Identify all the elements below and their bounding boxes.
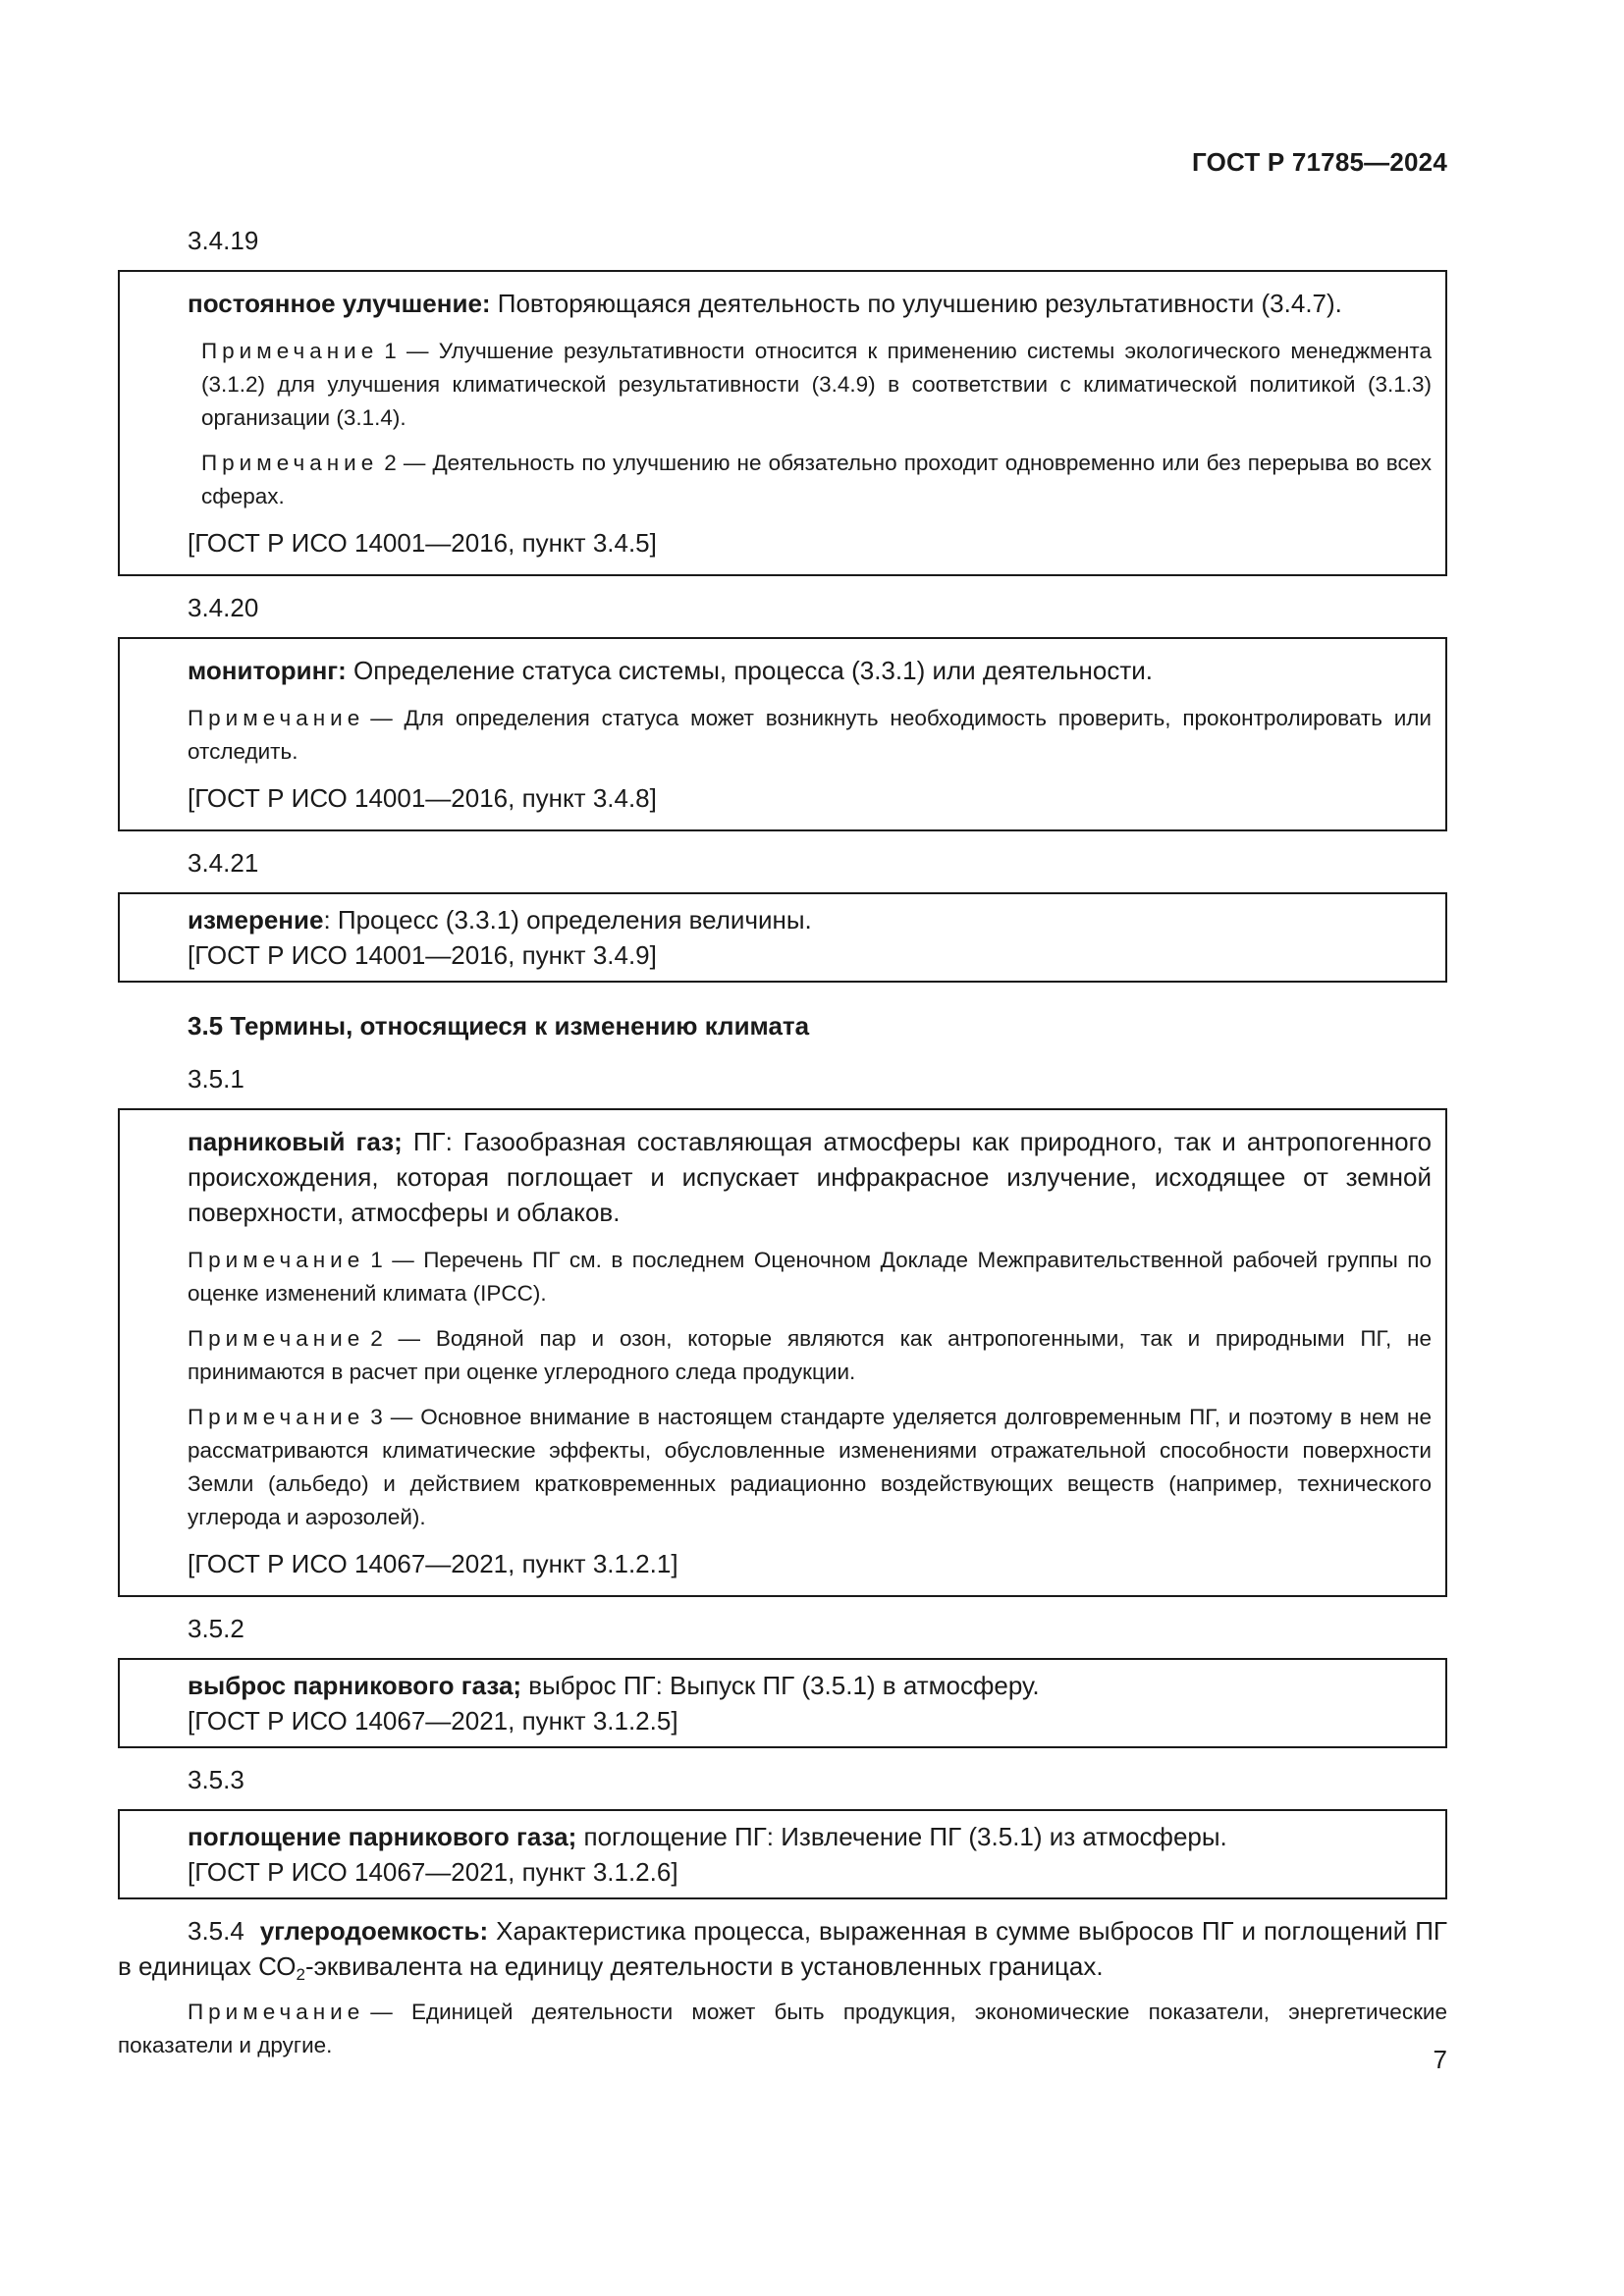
term-definition	[188, 902, 1432, 937]
note	[188, 1401, 1432, 1534]
definition-text: : Процесс (3.3.1) определения величины.	[323, 905, 812, 934]
source-reference: [ГОСТ Р ИСО 14001—2016, пункт 3.4.5]	[188, 528, 657, 558]
note-text: 2 — Деятельность по улучшению не обязательно проходит одновременно или без перерыва во всех сферах.	[201, 451, 1432, 508]
term-name: парниковый газ;	[188, 1127, 403, 1156]
document-header: ГОСТ Р 71785—2024	[1192, 147, 1447, 177]
term-box-ghg-removal	[118, 1809, 1447, 1899]
term-name: углеродоемкость:	[259, 1916, 489, 1946]
definition-text: поглощение ПГ: Извлечение ПГ (3.5.1) из атмосферы.	[576, 1822, 1227, 1851]
definition-text: Определение статуса системы, процесса (3.3.1) или деятельности.	[346, 656, 1154, 685]
note	[188, 1322, 1432, 1389]
source-reference: [ГОСТ Р ИСО 14067—2021, пункт 3.1.2.6]	[188, 1857, 678, 1887]
source-reference: [ГОСТ Р ИСО 14067—2021, пункт 3.1.2.5]	[188, 1706, 678, 1735]
note-prefix: Примечание	[201, 339, 379, 363]
section-heading: 3.5 Термины, относящиеся к изменению климата	[188, 1011, 810, 1041]
note-text: 1 — Перечень ПГ см. в последнем Оценочном Докладе Межправительственной рабочей группы по оценке изменений климата (IPCC).	[188, 1248, 1432, 1306]
note-text: 1 — Улучшение результативности относится к применению системы экологического менеджмента (3.1.2) для улучшения климатической результативности (3.4.9) в соответствии с климатической политикой (3.1.3) организации (3.1.4).	[201, 339, 1432, 430]
term-number: 3.5.4	[188, 1916, 244, 1946]
term-number: 3.5.3	[188, 1765, 244, 1794]
note	[118, 1996, 1447, 2062]
note-text: — Для определения статуса может возникнуть необходимость проверить, проконтролировать или отследить.	[188, 706, 1432, 764]
term-number: 3.4.20	[188, 593, 259, 622]
note-text: 2 — Водяной пар и озон, которые являются как антропогенными, так и природными ПГ, не принимаются в расчет при оценке углеродного следа продукции.	[188, 1326, 1432, 1384]
note-prefix: Примечание	[188, 1405, 365, 1429]
term-definition	[188, 653, 1432, 688]
term-number: 3.5.1	[188, 1064, 244, 1094]
term-box-continual-improvement	[118, 270, 1447, 576]
source-reference: [ГОСТ Р ИСО 14067—2021, пункт 3.1.2.1]	[188, 1549, 678, 1578]
note-prefix: Примечание	[188, 706, 365, 730]
term-name: постоянное улучшение:	[188, 289, 491, 318]
term-number: 3.4.19	[188, 226, 259, 255]
page-number: 7	[1433, 2045, 1447, 2074]
term-definition	[188, 1668, 1432, 1703]
page-content	[118, 223, 1447, 2062]
term-definition	[188, 1124, 1432, 1230]
note	[188, 1244, 1432, 1310]
note	[188, 335, 1432, 435]
term-name: мониторинг:	[188, 656, 347, 685]
note	[188, 702, 1432, 769]
definition-text: Характеристика процесса, выраженная в сумме выбросов ПГ и поглощений ПГ в единицах СО	[118, 1916, 1447, 1981]
term-name: выброс парникового газа;	[188, 1671, 522, 1700]
note-prefix: Примечание	[201, 451, 379, 475]
term-number: 3.4.21	[188, 848, 259, 878]
term-number: 3.5.2	[188, 1614, 244, 1643]
note-text: — Единицей деятельности может быть продукция, экономические показатели, энергетические показатели и другие.	[118, 2000, 1447, 2057]
term-definition	[188, 286, 1432, 321]
definition-text: -эквивалента на единицу деятельности в установленных границах.	[304, 1951, 1104, 1981]
subscript: 2	[296, 1965, 305, 1984]
note-text: 3 — Основное внимание в настоящем стандарте уделяется долговременным ПГ, и поэтому в нем не рассматриваются климатические эффекты, обусловленные изменениями отражательной способности поверхности Земли (альбедо) и действием кратковременных радиационно воздействующих веществ (например, технического углерода и аэрозолей).	[188, 1405, 1432, 1529]
definition-text: ПГ: Газообразная составляющая атмосферы как природного, так и антропогенного происхождения, которая поглощает и испускает инфракрасное излучение, исходящее от земной поверхности, атмосферы и облаков.	[188, 1127, 1433, 1227]
term-name: измерение	[188, 905, 324, 934]
term-box-measurement	[118, 892, 1447, 983]
term-paragraph-carbon-intensity	[118, 1913, 1447, 1984]
term-box-greenhouse-gas	[118, 1108, 1447, 1597]
note-prefix: Примечание	[188, 1326, 365, 1351]
definition-text: Повторяющаяся деятельность по улучшению результативности (3.4.7).	[490, 289, 1342, 318]
source-reference: [ГОСТ Р ИСО 14001—2016, пункт 3.4.8]	[188, 783, 657, 813]
term-name: поглощение парникового газа;	[188, 1822, 577, 1851]
source-reference: [ГОСТ Р ИСО 14001—2016, пункт 3.4.9]	[188, 940, 657, 970]
term-box-ghg-emission	[118, 1658, 1447, 1748]
note-prefix: Примечание	[188, 1248, 365, 1272]
note	[188, 447, 1432, 513]
term-definition	[188, 1819, 1432, 1854]
term-box-monitoring	[118, 637, 1447, 831]
note-prefix: Примечание	[188, 2000, 365, 2024]
definition-text: выброс ПГ: Выпуск ПГ (3.5.1) в атмосферу.	[521, 1671, 1040, 1700]
